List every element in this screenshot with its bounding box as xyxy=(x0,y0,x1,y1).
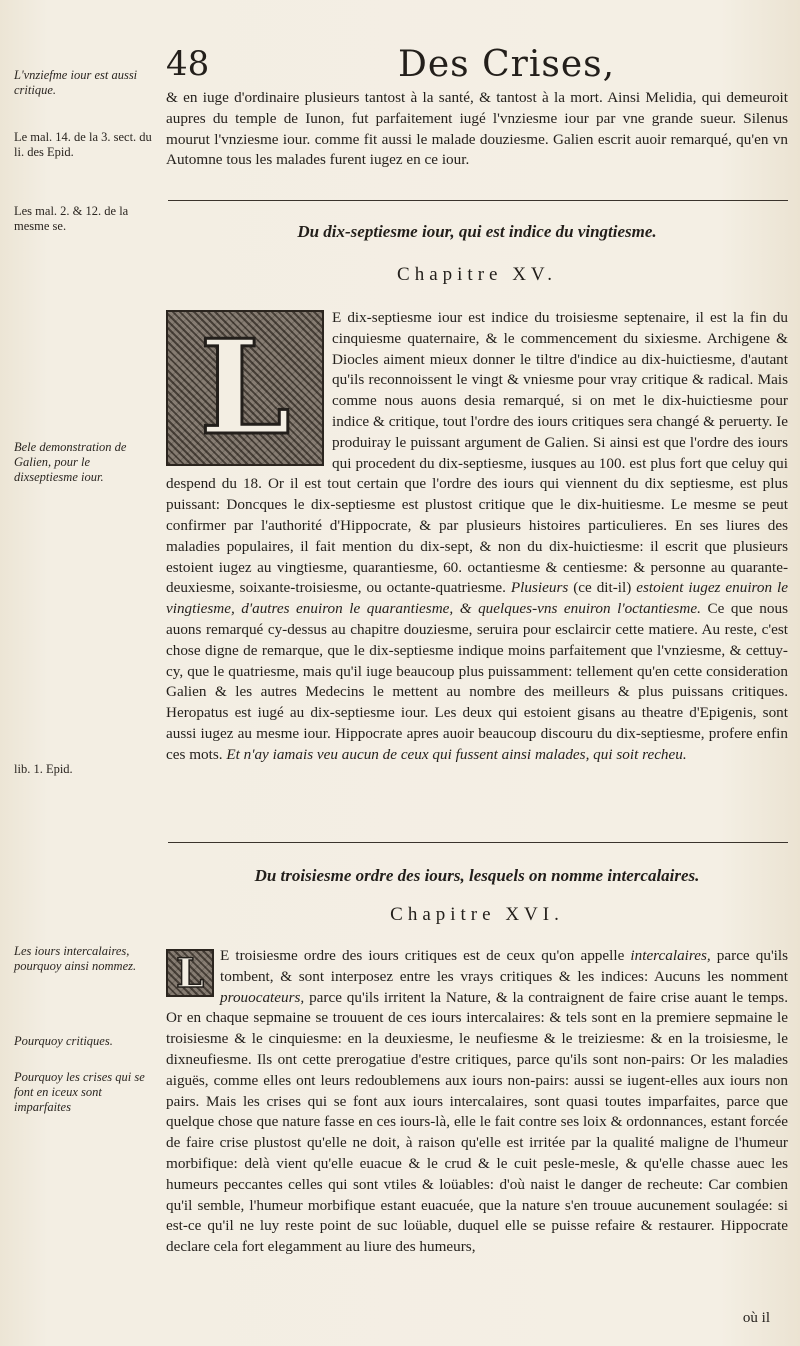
word-prouocateurs: prouocateurs, xyxy=(220,988,305,1006)
chapter-15-text-b: Ce que nous auons remarqué cy-dessus au chapitre douziesme, seruira pour esclaircir cette matiere. Au reste, c'est chose digne de remarque, que le dix-septiesme indique moins parfaitement que l'vnziesme, & cettuy-cy, que le quatriesme, mais qu'il iuge beaucoup plus puissamment: tellement qu'en cette consideration Galien & les autres Medecins le mettent au nombre des meilleurs & plus puissans critiques. Heropatus est iugé au dix-septiesme iour. Les deux qui estoient gisans au theatre d'Epigenis, sont aussi iugez au mesme iour. Hippocrate apres auoir beaucoup discouru du dix-septiesme, profere enfin ces mots. xyxy=(166,600,788,763)
section-rule-1 xyxy=(168,200,788,201)
chapter-16-text-b: parce qu'ils tombent, & sont interposez entre les vrays critiques & les indices: Aucuns les nomment xyxy=(220,947,789,985)
margin-note-intercalaires: Les iours intercalaires, pourquoy ainsi nommez. xyxy=(14,944,137,973)
chapter-15-heading: Chapitre XV. xyxy=(397,264,557,285)
drop-cap-l-small-ornament xyxy=(166,949,214,997)
chapter-15-quote-a: estoient iugez enuiron le vingtiesme, d'autres enuiron le quarantiesme, & quelques-vns enuiron l'octantiesme. xyxy=(166,579,788,618)
chapter-15-quote-a-lead: Plusieurs xyxy=(510,579,569,597)
chapter-16-text-c: parce qu'ils irritent la Nature, & la contraignent de faire crise auant le temps. Or en chaque sepmaine se trouuent de ces iours intercalaires: & tels sont en la premiere sepmaine le troisiesme & le cinquiesme: en la deuxiesme, le neufiesme & le treiziesme: & en la troisiesme, le dixneufiesme. Ils ont cette prerogatiue d'estre critiques, parce qu'ils sont non-pairs: Or les maladies aiguës, comme elles ont leurs redoublemens aux iours non-pairs: aussi se iugent-elles aux iours non pairs. Mais les crises qui se font aux iours intercalaires, sont quasi toutes imparfaites, parce que quelque chose que nature fasse en ces iours-là, elle le fait contre ses loix & ordonnances, estant forcée de faire crise plustost qu'elle ne doit, à raison qu'elle est irritée par la qualité maligne de l'humeur morbifique: delà vient qu'elle euacue & le crud & le cuit pesle-mesle, & qu'elle chasse auec les humeurs peccantes celles qui sont vtiles & loüables: d'où naist le danger de recheute: Car combien qu'il semble, l'humeur morbifique estant euacuée, que la nature s'en trouue aucunement soulagée: si est-ce qu'il ne luy reste point de suc loüable, duquel elle se puisse refaire & restaurer. Hippocrate declare cela fort elegamment au liure des humeurs, xyxy=(166,988,788,1256)
chapter-15-quote-b: Et n'ay iamais veu aucun de ceux qui fussent ainsi malades, qui soit recheu. xyxy=(226,745,687,763)
chapter-15-body xyxy=(166,308,788,766)
paragraph-top xyxy=(166,88,788,171)
drop-cap-l-ornament xyxy=(166,310,324,466)
section-16-title: Du troisiesme ordre des iours, lesquels on nomme intercalaires. xyxy=(254,866,700,885)
margin-note-epid: lib. 1. Epid. xyxy=(14,762,73,776)
chapter-15-text-a: E dix-septiesme iour est indice du troisiesme septenaire, il est la fin du cinquiesme quaternaire, & le commencement du sixiesme. Archigene & Diocles aiment mieux donner le tiltre d'indice au dix-huictiesme, d'autant qu'ils reconnoissent le vingt & vniesme pour vray critique & radical. Mais comme nous auons desia remarqué, si on met le dix-huictiesme pour indice & critique, tout l'ordre des iours critiques sera changé & peruerty. Ie produiray le puissant argument de Galien. Si ainsi est que l'ordre des iours qui procedent du dix-septiesme, iusques au 100. est plus fort que celuy qui despend du 18. Or il est tout certain que l'ordre des iours qui viennent du dix septiesme, est plus puissant: Doncques le dix-septiesme est plustost critique que le dix-huitiesme. Le mesme se peut confirmer par l'authorité d'Hippocrate, & par plusieurs histoires particulieres. En ses liures des maladies populaires, il fait mention du dix-sept, & non du dix-huictiesme: il escrit que plusieurs estoient iugez au vingtiesme, quarantiesme, 60. octantiesme & centiesme: & personne au quarante-deuxiesme, soixante-troisiesme, ou octante-quatriesme. xyxy=(166,309,788,597)
chapter-16-body xyxy=(166,946,788,1258)
chapter-16-text-a: E troisiesme ordre des iours critiques est de ceux qu'on appelle xyxy=(220,947,625,964)
running-title: Des Crises, xyxy=(398,44,616,85)
section-rule-2 xyxy=(168,842,788,843)
margin-note-galien: Bele demonstration de Galien, pour le dixseptiesme iour. xyxy=(14,440,127,484)
drop-cap-letter-small: L xyxy=(175,950,205,997)
paragraph-top-text: & en iuge d'ordinaire plusieurs tantost à la santé, & tantost à la mort. Ainsi Melidia, qui demeuroit aupres du temple de Iunon, fut parfaitement iugé l'vnziesme iour par vne grande sueur. Silenus mourut l'vnziesme iour. comme fit aussi le malade douziesme. Galien escrit auoir remarqué, qu'en vn Automne tous les malades furent iugez en ce iour. xyxy=(166,89,788,169)
margin-note-pourquoy-critiques: Pourquoy critiques. xyxy=(14,1034,113,1048)
word-intercalaires: intercalaires, xyxy=(630,947,711,964)
margin-note-reference-2: Les mal. 2. & 12. de la mesme se. xyxy=(14,204,129,233)
chapter-15-quote-a-aside: (ce dit-il) xyxy=(573,579,632,597)
page-header xyxy=(160,44,790,92)
chapter-16-heading: Chapitre XVI. xyxy=(390,904,564,925)
page-number: 48 xyxy=(166,44,210,84)
section-15-title: Du dix-septiesme iour, qui est indice du vingtiesme. xyxy=(297,222,657,241)
drop-cap-letter: L xyxy=(199,311,291,464)
margin-note-crises-imparfaites: Pourquoy les crises qui se font en iceux sont imparfaites xyxy=(14,1070,145,1114)
margin-note-reference-1: Le mal. 14. de la 3. sect. du li. des Epid. xyxy=(14,130,152,159)
catchword: où il xyxy=(742,1310,770,1326)
margin-note-unziesme: L'vnziefme iour est aussi critique. xyxy=(14,68,138,97)
